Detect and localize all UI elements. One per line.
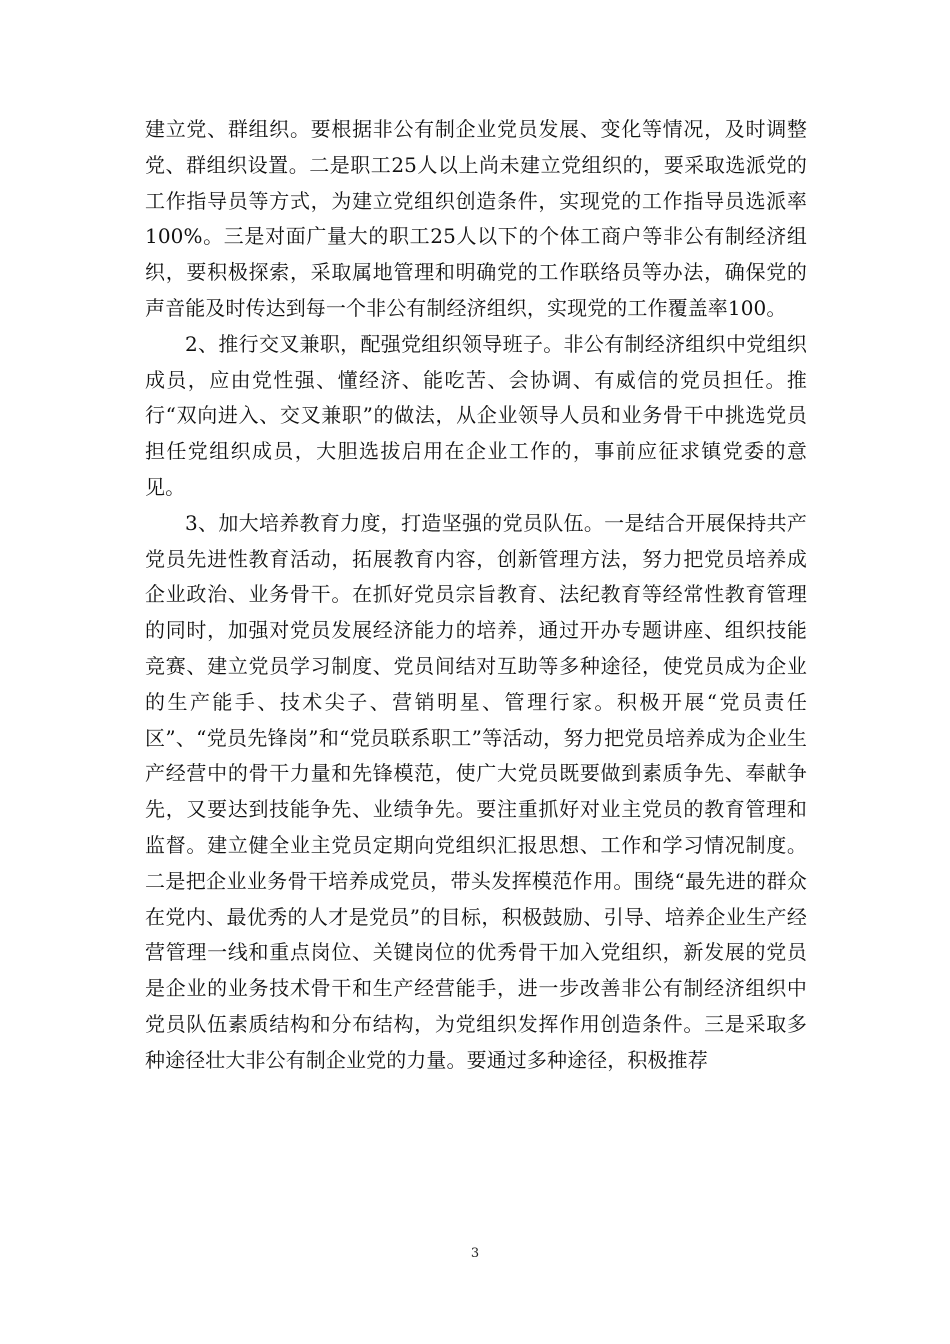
document-body [145, 112, 807, 1079]
page-number: 3 [470, 1246, 480, 1261]
paragraph-continuation: 建立党、群组织。要根据非公有制企业党员发展、变化等情况，及时调整党、群组织设置。二是职工25人以上尚未建立党组织的，要采取选派党的工作指导员等方式，为建立党组织创造条件，实现党的工作指导员选派率100%。三是对面广量大的职工25人以下的个体工商户等非公有制经济组织，要积极探索，采取属地管理和明确党的工作联络员等办法，确保党的声音能及时传达到每一个非公有制经济组织，实现党的工作覆盖率100。 [145, 117, 807, 320]
paragraph-education: 3、加大培养教育力度，打造坚强的党员队伍。一是结合开展保持共产党员先进性教育活动，拓展教育内容，创新管理方法，努力把党员培养成企业政治、业务骨干。在抓好党员宗旨教育、法纪教育等经常性教育管理的同时，加强对党员发展经济能力的培养，通过开办专题讲座、组织技能竞赛、建立党员学习制度、党员间结对互助等多种途径，使党员成为企业的生产能手、技术尖子、营销明星、管理行家。积极开展“党员责任区”、“党员先锋岗”和“党员联系职工”等活动，努力把党员培养成为企业生产经营中的骨干力量和先锋模范，使广大党员既要做到素质争先、奉献争先，又要达到技能争先、业绩争先。要注重抓好对业主党员的教育管理和监督。建立健全业主党员定期向党组织汇报思想、工作和学习情况制度。二是把企业业务骨干培养成党员，带头发挥模范作用。围绕“最先进的群众在党内、最优秀的人才是党员”的目标，积极鼓励、引导、培养企业生产经营管理一线和重点岗位、关键岗位的优秀骨干加入党组织，新发展的党员是企业的业务技术骨干和生产经营能手，进一步改善非公有制经济组织中党员队伍素质结构和分布结构，为党组织发挥作用创造条件。三是采取多种途径壮大非公有制企业党的力量。要通过多种途径，积极推荐 [145, 510, 807, 1072]
paragraph-cross-appointment: 2、推行交叉兼职，配强党组织领导班子。非公有制经济组织中党组织成员，应由党性强、懂经济、能吃苦、会协调、有威信的党员担任。推行“双向进入、交叉兼职”的做法，从企业领导人员和业务骨干中挑选党员担任党组织成员，大胆选拔启用在企业工作的，事前应征求镇党委的意见。 [145, 331, 807, 499]
